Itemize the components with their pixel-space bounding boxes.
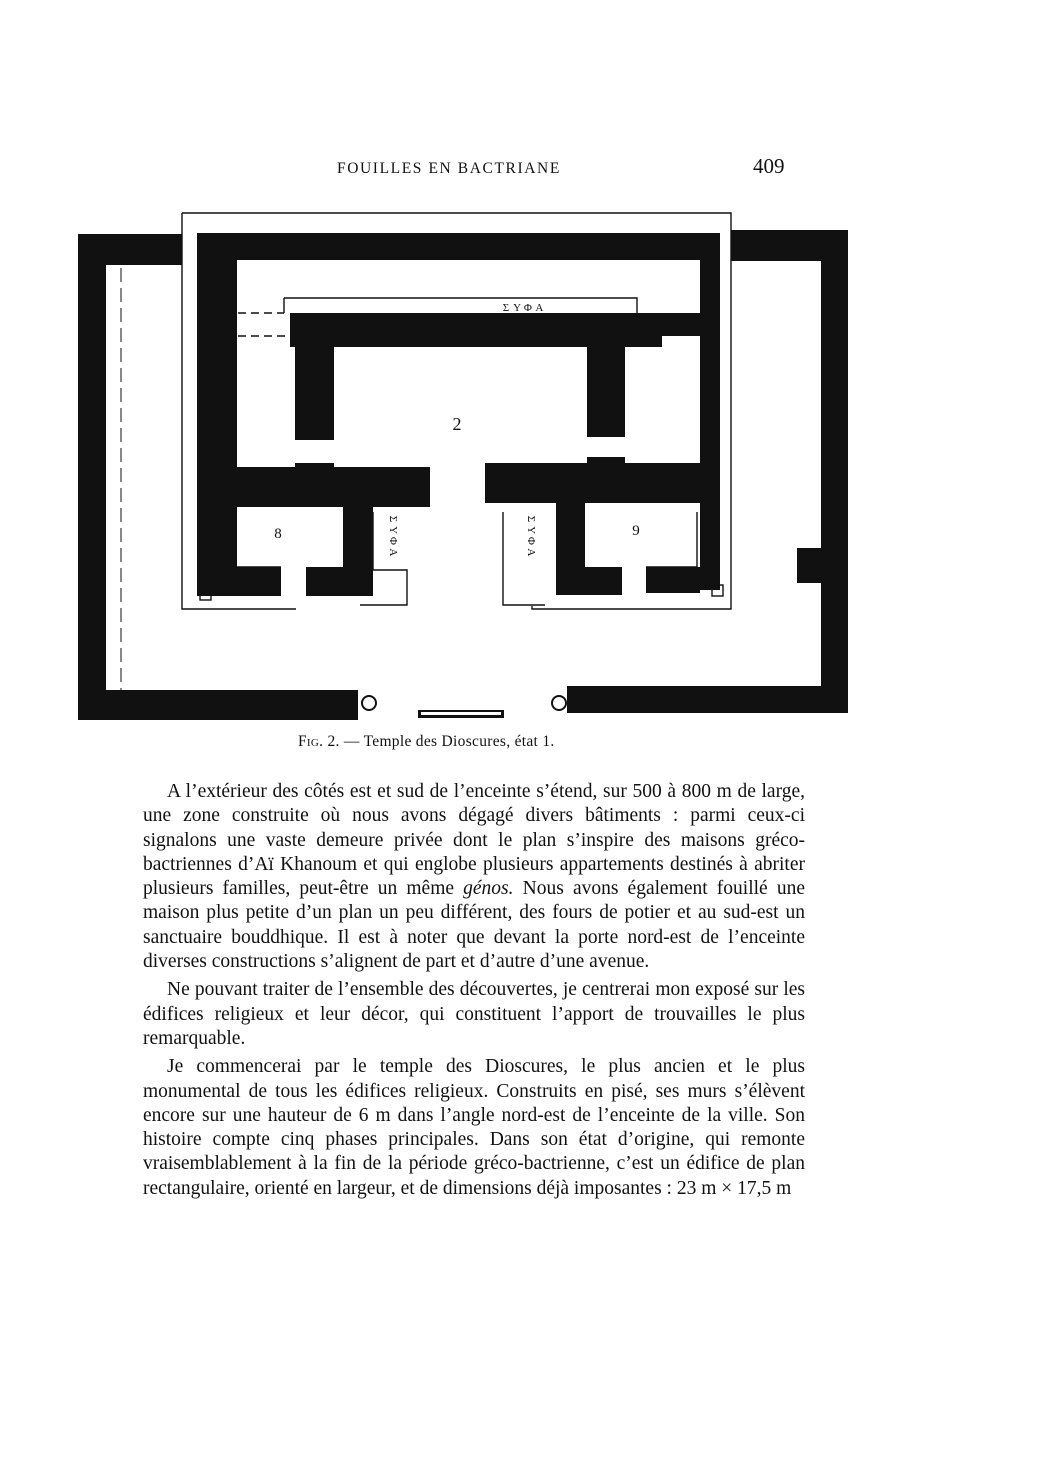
label-room-2: 2 — [452, 414, 462, 434]
paragraph-3: Je commencerai par le temple des Dioscures, le plus ancien et le plus monumental de tous les édifices religieux. Construits en pisé, ses murs s’élèvent encore sur une hauteur de 6 m dans l’angle nord-est de l’enceinte de la ville. Son histoire compte cinq phases principales. Dans son état d’origine, qui remonte vraisemblablement à la fin de la période gréco-bactrienne, c’est un édifice de plan rectangulaire, orienté en largeur, et de dimensions déjà imposantes : 23 m × 17,5 m — [143, 1056, 805, 1199]
running-title: FOUILLES EN BACTRIANE — [337, 160, 561, 177]
column-base-right — [552, 696, 566, 710]
caption-text: Temple des Dioscures, état 1. — [363, 733, 555, 750]
page-number: 409 — [753, 154, 785, 178]
paragraph-1-text-b: Nous avons également fouillé une maison plus petite d’un plan un peu différent, des fours de potier et au sud-est un sanctuaire bouddhique. Il est à noter que devant la porte nord-est de l’enceinte diverses constructions s’alignent de part et d’autre d’une avenue. — [143, 878, 805, 973]
front-wall-right — [485, 463, 700, 503]
room-8-walls — [237, 507, 281, 596]
label-room-9: 9 — [632, 523, 640, 539]
dashed-wall-lines — [238, 313, 290, 336]
figure-number: Fig. 2. — [298, 733, 340, 750]
figure-caption — [298, 733, 555, 751]
corridor-top-outline — [284, 298, 637, 313]
column-base-left — [362, 696, 376, 710]
label-room-8: 8 — [274, 526, 282, 542]
temple-plan-figure — [0, 0, 1041, 730]
paragraph-1 — [143, 780, 805, 974]
body-text — [143, 780, 805, 1205]
caption-dash: — — [339, 733, 364, 750]
label-corridor-left: ΣΥΦΑ — [387, 515, 399, 561]
cella-wall — [290, 313, 700, 440]
front-wall-left — [237, 467, 430, 507]
paragraph-1-italic-term: génos. — [463, 878, 514, 900]
paragraph-1-text-a: A l’extérieur des côtés est et sud de l’enceinte s’étend, sur 500 à 800 m de large, une zone construite où nous avons dégagé divers bâtiments : parmi ceux-ci signalons une vaste demeure privée dont le plan s’inspire des maisons gréco-bactriennes d’Aï Khanoum et qui englobe plusieurs appartements destinés à abriter plusieurs familles, peut-être un même — [143, 781, 805, 900]
paragraph-2: Ne pouvant traiter de l’ensemble des découvertes, je centrerai mon exposé sur les édifices religieux et leur décor, qui constituent l’apport de trouvailles le plus remarquable. — [143, 979, 805, 1049]
label-corridor-right: ΣΥΦΑ — [525, 515, 537, 561]
platform-outline — [182, 213, 731, 609]
label-corridor-top: ΣΥΦΑ — [502, 302, 548, 314]
